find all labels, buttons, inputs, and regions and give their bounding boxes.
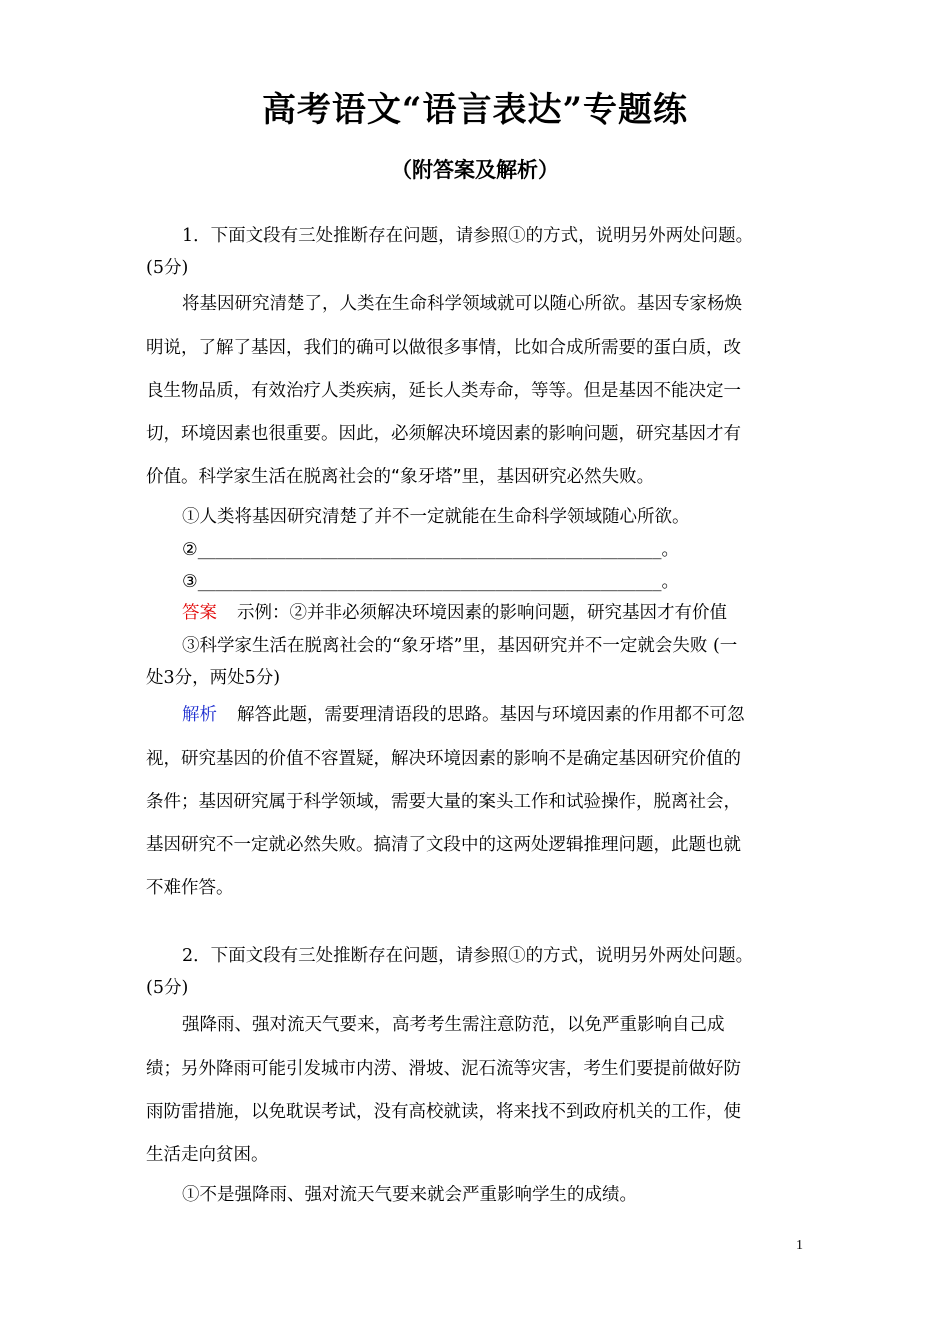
- q1-blank-3: ③_____________________________________________________。: [182, 572, 679, 592]
- q1-passage-line: 将基因研究清楚了，人类在生命科学领域就可以随心所欲。基因专家杨焕: [182, 294, 742, 314]
- analysis-text: 解答此题，需要理清语段的思路。基因与环境因素的作用都不可忽: [237, 705, 745, 725]
- q1-example: ①人类将基因研究清楚了并不一定就能在生命科学领域随心所欲。: [182, 507, 690, 527]
- q1-analysis-line: 视，研究基因的价值不容置疑，解决环境因素的影响不是确定基因研究价值的: [146, 749, 741, 769]
- q1-passage-line: 价值。科学家生活在脱离社会的“象牙塔”里，基因研究必然失败。: [146, 467, 655, 487]
- analysis-label: 解析: [182, 705, 217, 725]
- q1-passage-line: 明说，了解了基因，我们的确可以做很多事情，比如合成所需要的蛋白质，改: [146, 338, 741, 358]
- q1-passage-line: 良生物品质，有效治疗人类疾病，延长人类寿命，等等。但是基因不能决定一: [146, 381, 741, 401]
- q1-answer-line: ③科学家生活在脱离社会的“象牙塔”里，基因研究并不一定就会失败 (一: [182, 636, 738, 656]
- q1-analysis-line: 条件；基因研究属于科学领域，需要大量的案头工作和试验操作，脱离社会，: [146, 792, 741, 812]
- q2-passage-line: 生活走向贫困。: [146, 1145, 269, 1165]
- q2-example: ①不是强降雨、强对流天气要来就会严重影响学生的成绩。: [182, 1185, 637, 1205]
- q2-passage-line: 绩；另外降雨可能引发城市内涝、滑坡、泥石流等灾害，考生们要提前做好防: [146, 1059, 741, 1079]
- page-number: 1: [796, 1238, 803, 1253]
- page-subtitle: （附答案及解析）: [391, 157, 559, 182]
- q1-blank-2: ②_____________________________________________________。: [182, 540, 679, 560]
- page-title: 高考语文“语言表达”专题练: [261, 90, 689, 130]
- q1-passage-line: 切，环境因素也很重要。因此，必须解决环境因素的影响问题，研究基因才有: [146, 424, 741, 444]
- q1-answer-line: 处3分，两处5分): [146, 668, 281, 688]
- q1-answer: [146, 598, 811, 628]
- q1-analysis-line: 不难作答。: [146, 878, 234, 898]
- q2-prompt: 2．下面文段有三处推断存在问题，请参照①的方式，说明另外两处问题。: [182, 946, 754, 966]
- q1-prompt-score: (5分): [146, 258, 189, 278]
- q2-passage-line: 雨防雷措施，以免耽误考试，没有高校就读，将来找不到政府机关的工作，使: [146, 1102, 741, 1122]
- q2-prompt-score: (5分): [146, 978, 189, 998]
- q1-analysis-line: 基因研究不一定就必然失败。搞清了文段中的这两处逻辑推理问题，此题也就: [146, 835, 741, 855]
- q2-passage-line: 强降雨、强对流天气要来，高考考生需注意防范，以免严重影响自己成: [182, 1015, 725, 1035]
- answer-label: 答案: [182, 603, 217, 623]
- q1-analysis: [146, 700, 811, 730]
- q1-prompt: 1．下面文段有三处推断存在问题，请参照①的方式，说明另外两处问题。: [182, 226, 754, 246]
- answer-text: 示例：②并非必须解决环境因素的影响问题，研究基因才有价值: [237, 603, 727, 623]
